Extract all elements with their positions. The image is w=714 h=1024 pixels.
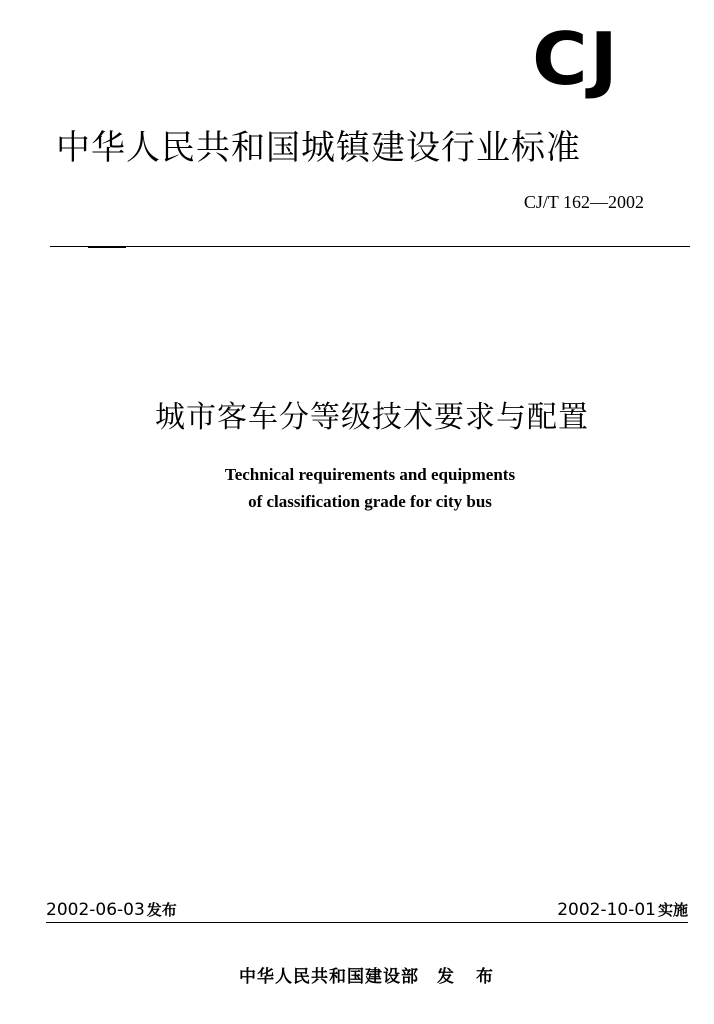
issue-label: 发布 [146,901,177,919]
implementation-date-block [557,899,688,920]
header-divider [50,246,690,247]
issue-date-block [46,899,177,920]
standard-number: CJ/T 162—2002 [523,192,644,212]
document-title-english-line2: of classification grade for city bus [248,492,492,511]
publish-action: 发 布 [437,967,501,987]
cj-logo: CJ [532,17,620,101]
publisher-line [0,962,714,987]
header-divider-accent [88,246,126,248]
publisher-name: 中华人民共和国建设部 [239,967,420,987]
issue-date: 2002-06-03 [46,900,145,920]
footer-divider [46,922,688,923]
standard-category-title: 中华人民共和国城镇建设行业标准 [56,128,581,168]
implementation-label: 实施 [657,901,688,919]
document-title-english-line1: Technical requirements and equipments [224,465,516,484]
document-title-chinese: 城市客车分等级技术要求与配置 [155,400,589,435]
implementation-date: 2002-10-01 [557,900,656,920]
